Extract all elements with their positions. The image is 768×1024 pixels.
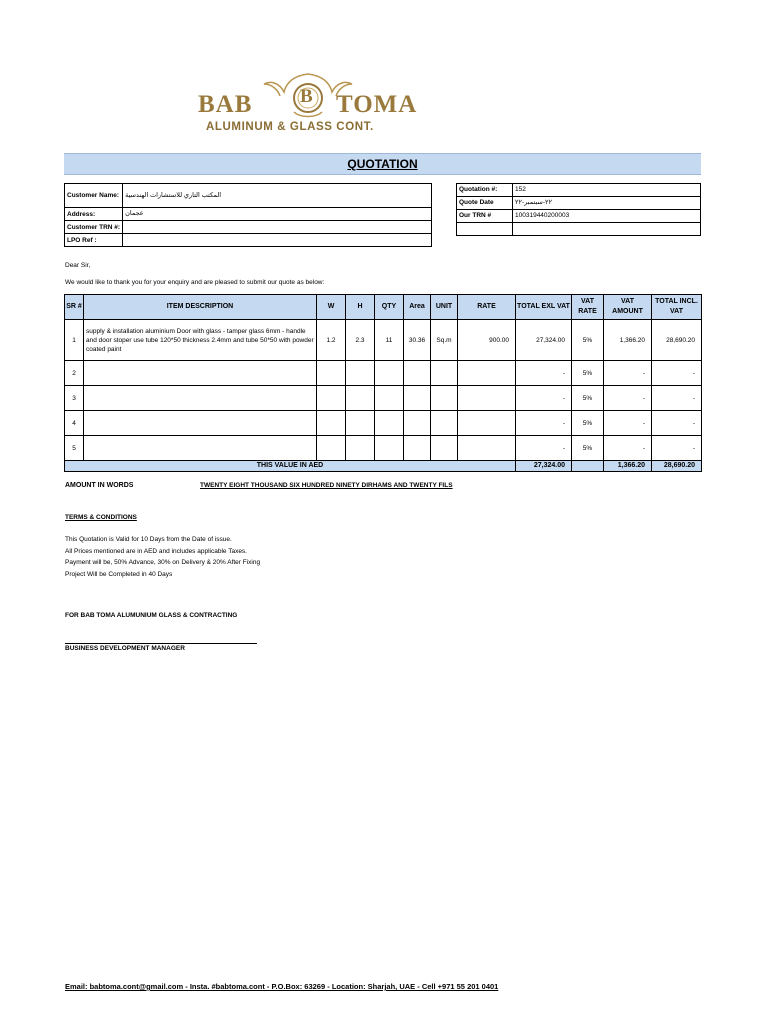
table-row — [65, 386, 702, 411]
totals-label: THIS VALUE IN AED — [65, 461, 516, 472]
our-trn-row — [457, 210, 701, 223]
logo-word-right: TOMA — [336, 91, 418, 118]
quote-info-table — [456, 183, 701, 236]
lpo-row — [65, 234, 432, 247]
page-title: QUOTATION — [347, 157, 418, 171]
lpo-label: LPO Ref : — [65, 234, 123, 247]
col-header-unit: UNIT — [431, 295, 458, 320]
col-header-sr: SR # — [65, 295, 84, 320]
col-header-description: ITEM DESCRIPTION — [84, 295, 317, 320]
our-trn-value: 100319440200003 — [513, 210, 701, 223]
cell-sr: 4 — [65, 411, 84, 436]
logo-monogram: B — [300, 86, 314, 107]
cell-unit: Sq.m — [431, 320, 458, 361]
cell-description — [84, 361, 317, 386]
cell-area — [404, 436, 431, 461]
customer-info-table — [64, 183, 432, 247]
cell-unit — [431, 411, 458, 436]
totals-vat-rate — [572, 461, 604, 472]
cell-rate — [458, 386, 516, 411]
cell-vat-rate: 5% — [572, 320, 604, 361]
customer-name-row — [65, 184, 432, 208]
company-logo — [196, 70, 420, 138]
cell-qty — [375, 411, 404, 436]
cell-total-incl: - — [652, 411, 702, 436]
col-header-area: Area — [404, 295, 431, 320]
quote-blank-value — [513, 223, 701, 236]
cell-sr: 3 — [65, 386, 84, 411]
logo-subtitle: ALUMINUM & GLASS CONT. — [206, 121, 374, 133]
address-row — [65, 208, 432, 221]
cell-h: 2.3 — [346, 320, 375, 361]
customer-name-value — [123, 184, 432, 208]
cell-description: supply & installation aluminium Door with glass - tamper glass 6mm - handle and door stoper use tube 120*50 thickness 2.4mm and tube 50*50 with powder coated paint — [84, 320, 317, 361]
lpo-value — [123, 234, 432, 247]
cell-total-incl: - — [652, 386, 702, 411]
quote-blank-label — [457, 223, 513, 236]
cell-sr: 5 — [65, 436, 84, 461]
customer-name-label: Customer Name: — [65, 184, 123, 208]
cell-vat-amount: - — [604, 361, 652, 386]
totals-exl-vat: 27,324.00 — [516, 461, 572, 472]
cell-total-exl: - — [516, 411, 572, 436]
cell-description — [84, 386, 317, 411]
address-text: عجمان — [125, 210, 144, 217]
cell-sr: 2 — [65, 361, 84, 386]
greeting: Dear Sir, — [65, 262, 91, 269]
cell-vat-amount: - — [604, 386, 652, 411]
cell-vat-amount: - — [604, 411, 652, 436]
amount-in-words-value: TWENTY EIGHT THOUSAND SIX HUNDRED NINETY DIRHAMS AND TWENTY FILS — [200, 482, 453, 489]
terms-list — [65, 534, 260, 580]
intro-text: We would like to thank you for your enquiry and are pleased to submit our quote as below: — [65, 279, 325, 286]
cell-total-incl: - — [652, 436, 702, 461]
customer-trn-value — [123, 221, 432, 234]
terms-heading: TERMS & CONDITIONS — [65, 514, 137, 521]
customer-name-text: المكتب التاري للاستشارات الهندسية — [125, 192, 222, 199]
cell-qty — [375, 436, 404, 461]
quote-date-text: ٢٢-سبتمبر-٢٢ — [515, 199, 552, 206]
cell-w — [317, 386, 346, 411]
items-table — [64, 294, 702, 472]
quote-date-row — [457, 197, 701, 210]
amount-in-words-label: AMOUNT IN WORDS — [65, 482, 134, 489]
cell-rate — [458, 436, 516, 461]
cell-vat-rate: 5% — [572, 436, 604, 461]
customer-trn-label: Customer TRN #: — [65, 221, 123, 234]
items-header-row — [65, 295, 702, 320]
cell-vat-rate: 5% — [572, 411, 604, 436]
cell-unit — [431, 386, 458, 411]
quote-blank-row — [457, 223, 701, 236]
cell-unit — [431, 361, 458, 386]
cell-total-exl: - — [516, 436, 572, 461]
cell-total-incl: - — [652, 361, 702, 386]
table-row — [65, 436, 702, 461]
cell-qty — [375, 361, 404, 386]
cell-area — [404, 361, 431, 386]
cell-rate: 900.00 — [458, 320, 516, 361]
cell-vat-amount: - — [604, 436, 652, 461]
terms-item: Payment will be, 50% Advance, 30% on Delivery & 20% After Fixing — [65, 559, 261, 566]
address-value — [123, 208, 432, 221]
table-row — [65, 320, 702, 361]
col-header-qty: QTY — [375, 295, 404, 320]
table-row — [65, 411, 702, 436]
logo-word-left: BAB — [198, 91, 253, 118]
cell-area — [404, 386, 431, 411]
col-header-total-incl-vat: TOTAL INCL. VAT — [652, 295, 702, 320]
totals-incl-vat: 28,690.20 — [652, 461, 702, 472]
quote-date-label: Quote Date — [457, 197, 513, 210]
cell-unit — [431, 436, 458, 461]
cell-rate — [458, 361, 516, 386]
col-header-rate: RATE — [458, 295, 516, 320]
cell-total-exl: - — [516, 386, 572, 411]
cell-h — [346, 411, 375, 436]
cell-description — [84, 411, 317, 436]
title-bar — [64, 153, 701, 175]
footer-contact: Email: babtoma.cont@gmail.com - Insta. #babtoma.cont - P.O.Box: 63269 - Location: Sharjah, UAE - Cell +971 55 201 0401 — [65, 982, 499, 991]
terms-item: This Quotation is Valid for 10 Days from the Date of issue. — [65, 536, 232, 543]
address-label: Address: — [65, 208, 123, 221]
cell-h — [346, 436, 375, 461]
table-row — [65, 361, 702, 386]
cell-w — [317, 436, 346, 461]
cell-sr: 1 — [65, 320, 84, 361]
col-header-h: H — [346, 295, 375, 320]
terms-item: All Prices mentioned are in AED and includes applicable Taxes. — [65, 547, 247, 555]
cell-w: 1.2 — [317, 320, 346, 361]
signature-line — [65, 643, 257, 644]
quote-number-row — [457, 184, 701, 197]
totals-row — [65, 461, 702, 472]
cell-w — [317, 411, 346, 436]
cell-vat-amount: 1,366.20 — [604, 320, 652, 361]
col-header-vat-rate: VAT RATE — [572, 295, 604, 320]
cell-qty — [375, 386, 404, 411]
cell-h — [346, 361, 375, 386]
col-header-vat-amount: VAT AMOUNT — [604, 295, 652, 320]
terms-item: Project Will be Completed in 40 Days — [65, 570, 173, 578]
customer-trn-row — [65, 221, 432, 234]
cell-qty: 11 — [375, 320, 404, 361]
our-trn-label: Our TRN # — [457, 210, 513, 223]
cell-vat-rate: 5% — [572, 361, 604, 386]
cell-total-incl: 28,690.20 — [652, 320, 702, 361]
quote-number-value: 152 — [513, 184, 701, 197]
cell-h — [346, 386, 375, 411]
cell-w — [317, 361, 346, 386]
cell-total-exl: - — [516, 361, 572, 386]
quote-date-value — [513, 197, 701, 210]
quote-number-label: Quotation #: — [457, 184, 513, 197]
cell-vat-rate: 5% — [572, 386, 604, 411]
cell-area: 30.36 — [404, 320, 431, 361]
cell-rate — [458, 411, 516, 436]
cell-total-exl: 27,324.00 — [516, 320, 572, 361]
totals-vat-amount: 1,366.20 — [604, 461, 652, 472]
for-company-line: FOR BAB TOMA ALUMUNIUM GLASS & CONTRACTING — [65, 612, 238, 619]
col-header-total-exl-vat: TOTAL EXL VAT — [516, 295, 572, 320]
cell-description — [84, 436, 317, 461]
col-header-w: W — [317, 295, 346, 320]
signatory-title: BUSINESS DEVELOPMENT MANAGER — [65, 645, 185, 652]
cell-area — [404, 411, 431, 436]
